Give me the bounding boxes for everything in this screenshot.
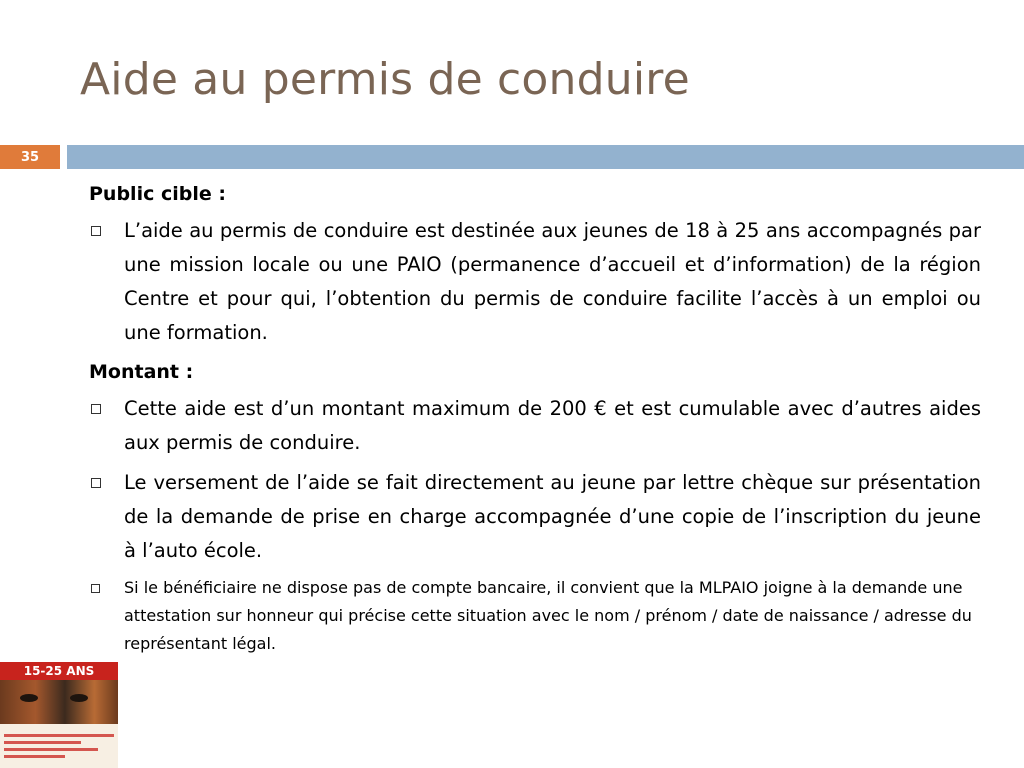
square-bullet-icon xyxy=(91,584,100,593)
slide-content xyxy=(89,178,981,664)
bullet-text: Si le bénéficiaire ne dispose pas de compte bancaire, il convient que la MLPAIO joigne à la demande une attestation sur honneur qui précise cette situation avec le nom / prénom / date de naissance / adresse du représentant légal. xyxy=(124,578,972,653)
poster-image xyxy=(0,662,118,768)
header-band xyxy=(67,145,1024,169)
bullet-text: Cette aide est d’un montant maximum de 200 € et est cumulable avec d’autres aides aux permis de conduire. xyxy=(124,397,981,454)
heading-montant: Montant : xyxy=(89,361,194,383)
slide-number: 35 xyxy=(0,145,60,169)
bullet-montant-3 xyxy=(89,574,981,658)
slide-title: Aide au permis de conduire xyxy=(80,54,690,105)
poster-label: 15-25 ANS xyxy=(23,664,95,678)
bullet-montant-2 xyxy=(89,466,981,568)
heading-public-cible: Public cible : xyxy=(89,183,226,205)
bullet-text: Le versement de l’aide se fait directement au jeune par lettre chèque sur présentation de la demande de prise en charge accompagnée d’une copie de l’inscription du jeune à l’auto école. xyxy=(124,471,981,562)
bullet-public-1 xyxy=(89,214,981,350)
bullet-montant-1 xyxy=(89,392,981,460)
square-bullet-icon xyxy=(91,226,101,236)
square-bullet-icon xyxy=(91,404,101,414)
poster-face xyxy=(0,680,118,724)
poster-eye-left xyxy=(20,694,38,702)
poster-eye-right xyxy=(70,694,88,702)
poster-text-lines xyxy=(4,730,114,762)
bullet-text: L’aide au permis de conduire est destinée aux jeunes de 18 à 25 ans accompagnés par une mission locale ou une PAIO (permanence d’accueil et d’information) de la région Centre et pour qui, l’obtention du permis de conduire facilite l’accès à un emploi ou une formation. xyxy=(124,219,981,344)
square-bullet-icon xyxy=(91,478,101,488)
